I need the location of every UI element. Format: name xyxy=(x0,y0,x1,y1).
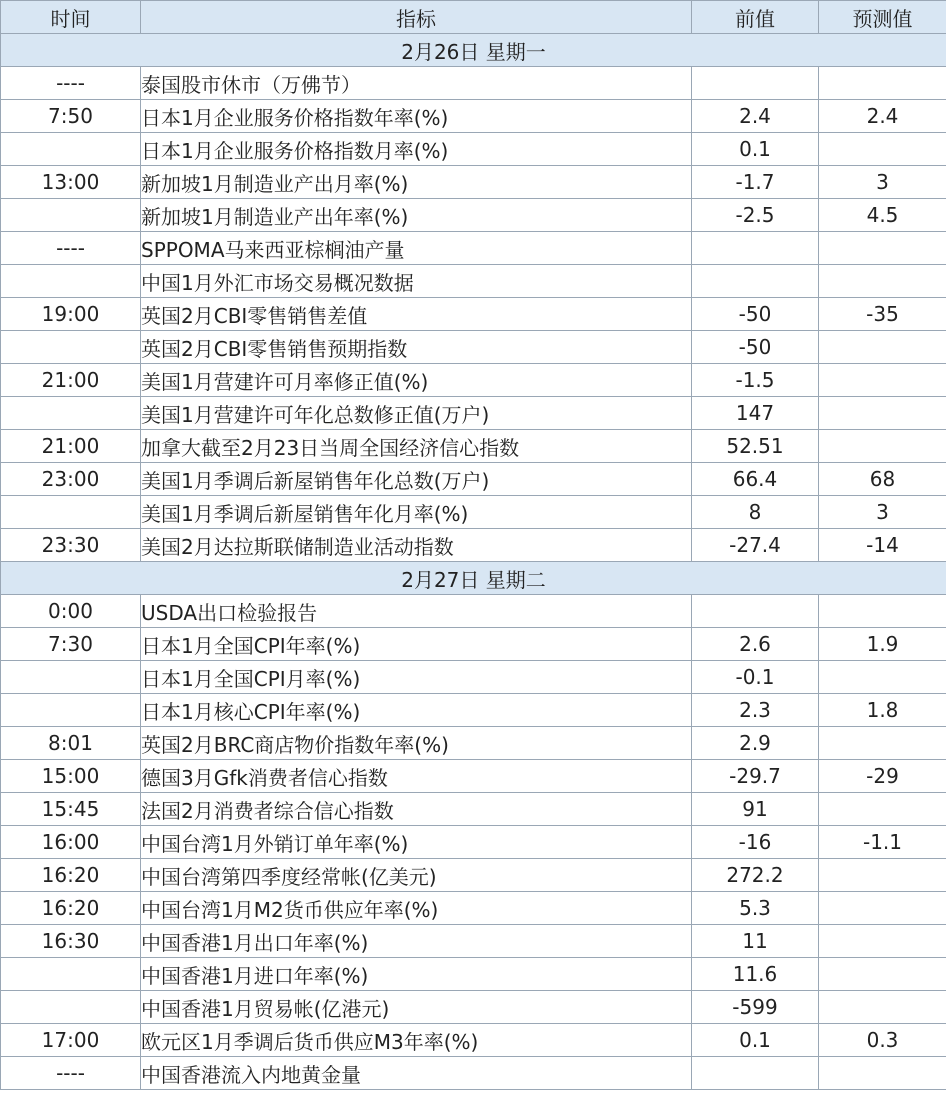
table-row xyxy=(1,991,946,1024)
indicator-cell: 新加坡1月制造业产出月率(%) xyxy=(141,166,692,199)
indicator-cell: SPPOMA马来西亚棕榈油产量 xyxy=(141,232,692,265)
time-cell xyxy=(1,991,141,1024)
header-indicator: 指标 xyxy=(141,1,692,34)
previous-value-cell: 5.3 xyxy=(692,892,819,925)
previous-value-cell: -50 xyxy=(692,298,819,331)
indicator-cell: 英国2月CBI零售销售预期指数 xyxy=(141,331,692,364)
table-row xyxy=(1,694,946,727)
previous-value-cell: -29.7 xyxy=(692,760,819,793)
forecast-value-cell xyxy=(819,67,946,100)
time-cell: 7:30 xyxy=(1,628,141,661)
time-cell xyxy=(1,694,141,727)
table-row xyxy=(1,760,946,793)
header-previous: 前值 xyxy=(692,1,819,34)
table-row xyxy=(1,430,946,463)
indicator-cell: 日本1月全国CPI年率(%) xyxy=(141,628,692,661)
time-cell: 13:00 xyxy=(1,166,141,199)
forecast-value-cell xyxy=(819,232,946,265)
forecast-value-cell xyxy=(819,397,946,430)
time-cell: 16:00 xyxy=(1,826,141,859)
table-row xyxy=(1,298,946,331)
table-row xyxy=(1,628,946,661)
indicator-cell: 中国香港1月出口年率(%) xyxy=(141,925,692,958)
previous-value-cell: -27.4 xyxy=(692,529,819,562)
indicator-cell: 德国3月Gfk消费者信心指数 xyxy=(141,760,692,793)
time-cell xyxy=(1,265,141,298)
indicator-cell: 英国2月CBI零售销售差值 xyxy=(141,298,692,331)
forecast-value-cell xyxy=(819,364,946,397)
table-row xyxy=(1,265,946,298)
previous-value-cell: -2.5 xyxy=(692,199,819,232)
previous-value-cell: 2.3 xyxy=(692,694,819,727)
previous-value-cell xyxy=(692,595,819,628)
indicator-cell: 法国2月消费者综合信心指数 xyxy=(141,793,692,826)
date-label: 2月26日 星期一 xyxy=(1,34,946,67)
time-cell xyxy=(1,661,141,694)
previous-value-cell: 272.2 xyxy=(692,859,819,892)
forecast-value-cell: -1.1 xyxy=(819,826,946,859)
indicator-cell: 新加坡1月制造业产出年率(%) xyxy=(141,199,692,232)
previous-value-cell: 11 xyxy=(692,925,819,958)
table-row xyxy=(1,793,946,826)
previous-value-cell: -1.5 xyxy=(692,364,819,397)
forecast-value-cell xyxy=(819,331,946,364)
time-cell: 19:00 xyxy=(1,298,141,331)
forecast-value-cell xyxy=(819,430,946,463)
time-cell: 7:50 xyxy=(1,100,141,133)
table-row xyxy=(1,397,946,430)
table-row xyxy=(1,100,946,133)
date-row xyxy=(1,562,946,595)
forecast-value-cell: -35 xyxy=(819,298,946,331)
table-row xyxy=(1,133,946,166)
indicator-cell: 美国2月达拉斯联储制造业活动指数 xyxy=(141,529,692,562)
previous-value-cell: 0.1 xyxy=(692,133,819,166)
table-row xyxy=(1,364,946,397)
forecast-value-cell: -29 xyxy=(819,760,946,793)
forecast-value-cell xyxy=(819,1057,946,1090)
indicator-cell: 日本1月核心CPI年率(%) xyxy=(141,694,692,727)
previous-value-cell: -599 xyxy=(692,991,819,1024)
forecast-value-cell: -14 xyxy=(819,529,946,562)
time-cell: 23:30 xyxy=(1,529,141,562)
indicator-cell: 中国香港流入内地黄金量 xyxy=(141,1057,692,1090)
indicator-cell: 泰国股市休市（万佛节） xyxy=(141,67,692,100)
time-cell xyxy=(1,199,141,232)
date-label: 2月27日 星期二 xyxy=(1,562,946,595)
time-cell: 15:00 xyxy=(1,760,141,793)
indicator-cell: 中国1月外汇市场交易概况数据 xyxy=(141,265,692,298)
indicator-cell: 中国台湾1月M2货币供应年率(%) xyxy=(141,892,692,925)
time-cell: 8:01 xyxy=(1,727,141,760)
indicator-cell: 日本1月全国CPI月率(%) xyxy=(141,661,692,694)
time-cell: 23:00 xyxy=(1,463,141,496)
table-row xyxy=(1,826,946,859)
table-row xyxy=(1,232,946,265)
indicator-cell: 英国2月BRC商店物价指数年率(%) xyxy=(141,727,692,760)
indicator-cell: 美国1月季调后新屋销售年化月率(%) xyxy=(141,496,692,529)
forecast-value-cell: 0.3 xyxy=(819,1024,946,1057)
indicator-cell: 中国香港1月贸易帐(亿港元) xyxy=(141,991,692,1024)
previous-value-cell: 2.9 xyxy=(692,727,819,760)
time-cell: 16:30 xyxy=(1,925,141,958)
indicator-cell: 欧元区1月季调后货币供应M3年率(%) xyxy=(141,1024,692,1057)
time-cell xyxy=(1,331,141,364)
previous-value-cell: 2.4 xyxy=(692,100,819,133)
previous-value-cell: 147 xyxy=(692,397,819,430)
previous-value-cell: -1.7 xyxy=(692,166,819,199)
table-row xyxy=(1,859,946,892)
table-row xyxy=(1,331,946,364)
table-row xyxy=(1,199,946,232)
table-row xyxy=(1,463,946,496)
table-row xyxy=(1,67,946,100)
time-cell xyxy=(1,958,141,991)
previous-value-cell xyxy=(692,1057,819,1090)
indicator-cell: 美国1月季调后新屋销售年化总数(万户) xyxy=(141,463,692,496)
forecast-value-cell: 4.5 xyxy=(819,199,946,232)
indicator-cell: USDA出口检验报告 xyxy=(141,595,692,628)
header-row xyxy=(1,1,946,34)
date-row xyxy=(1,34,946,67)
forecast-value-cell xyxy=(819,892,946,925)
table-body xyxy=(1,34,946,1090)
header-time: 时间 xyxy=(1,1,141,34)
time-cell: 16:20 xyxy=(1,859,141,892)
previous-value-cell: -16 xyxy=(692,826,819,859)
forecast-value-cell: 68 xyxy=(819,463,946,496)
table-row xyxy=(1,958,946,991)
forecast-value-cell xyxy=(819,595,946,628)
forecast-value-cell: 3 xyxy=(819,166,946,199)
previous-value-cell xyxy=(692,232,819,265)
previous-value-cell: 8 xyxy=(692,496,819,529)
time-cell: 16:20 xyxy=(1,892,141,925)
time-cell xyxy=(1,496,141,529)
forecast-value-cell xyxy=(819,859,946,892)
forecast-value-cell: 1.9 xyxy=(819,628,946,661)
forecast-value-cell xyxy=(819,727,946,760)
table-row xyxy=(1,727,946,760)
forecast-value-cell: 2.4 xyxy=(819,100,946,133)
forecast-value-cell xyxy=(819,925,946,958)
indicator-cell: 中国台湾第四季度经常帐(亿美元) xyxy=(141,859,692,892)
indicator-cell: 美国1月营建许可年化总数修正值(万户) xyxy=(141,397,692,430)
previous-value-cell: -0.1 xyxy=(692,661,819,694)
indicator-cell: 中国台湾1月外销订单年率(%) xyxy=(141,826,692,859)
forecast-value-cell: 3 xyxy=(819,496,946,529)
forecast-value-cell xyxy=(819,661,946,694)
time-cell: 15:45 xyxy=(1,793,141,826)
table-row xyxy=(1,595,946,628)
forecast-value-cell xyxy=(819,793,946,826)
table-row xyxy=(1,661,946,694)
indicator-cell: 美国1月营建许可月率修正值(%) xyxy=(141,364,692,397)
previous-value-cell: 66.4 xyxy=(692,463,819,496)
previous-value-cell: 11.6 xyxy=(692,958,819,991)
table-row xyxy=(1,496,946,529)
indicator-cell: 日本1月企业服务价格指数月率(%) xyxy=(141,133,692,166)
table-row xyxy=(1,529,946,562)
previous-value-cell: 2.6 xyxy=(692,628,819,661)
time-cell: 21:00 xyxy=(1,430,141,463)
forecast-value-cell xyxy=(819,133,946,166)
previous-value-cell xyxy=(692,265,819,298)
previous-value-cell: -50 xyxy=(692,331,819,364)
table-row xyxy=(1,166,946,199)
forecast-value-cell xyxy=(819,958,946,991)
forecast-value-cell xyxy=(819,265,946,298)
time-cell: 0:00 xyxy=(1,595,141,628)
previous-value-cell: 52.51 xyxy=(692,430,819,463)
table-row xyxy=(1,1024,946,1057)
table-row xyxy=(1,892,946,925)
previous-value-cell: 0.1 xyxy=(692,1024,819,1057)
time-cell xyxy=(1,133,141,166)
header-forecast: 预测值 xyxy=(819,1,946,34)
indicator-cell: 日本1月企业服务价格指数年率(%) xyxy=(141,100,692,133)
forecast-value-cell: 1.8 xyxy=(819,694,946,727)
time-cell xyxy=(1,397,141,430)
time-cell: 21:00 xyxy=(1,364,141,397)
time-cell: 17:00 xyxy=(1,1024,141,1057)
forecast-value-cell xyxy=(819,991,946,1024)
table-row xyxy=(1,925,946,958)
table-row xyxy=(1,1057,946,1090)
previous-value-cell: 91 xyxy=(692,793,819,826)
time-cell: ---- xyxy=(1,232,141,265)
previous-value-cell xyxy=(692,67,819,100)
time-cell: ---- xyxy=(1,67,141,100)
indicator-cell: 中国香港1月进口年率(%) xyxy=(141,958,692,991)
indicator-cell: 加拿大截至2月23日当周全国经济信心指数 xyxy=(141,430,692,463)
time-cell: ---- xyxy=(1,1057,141,1090)
